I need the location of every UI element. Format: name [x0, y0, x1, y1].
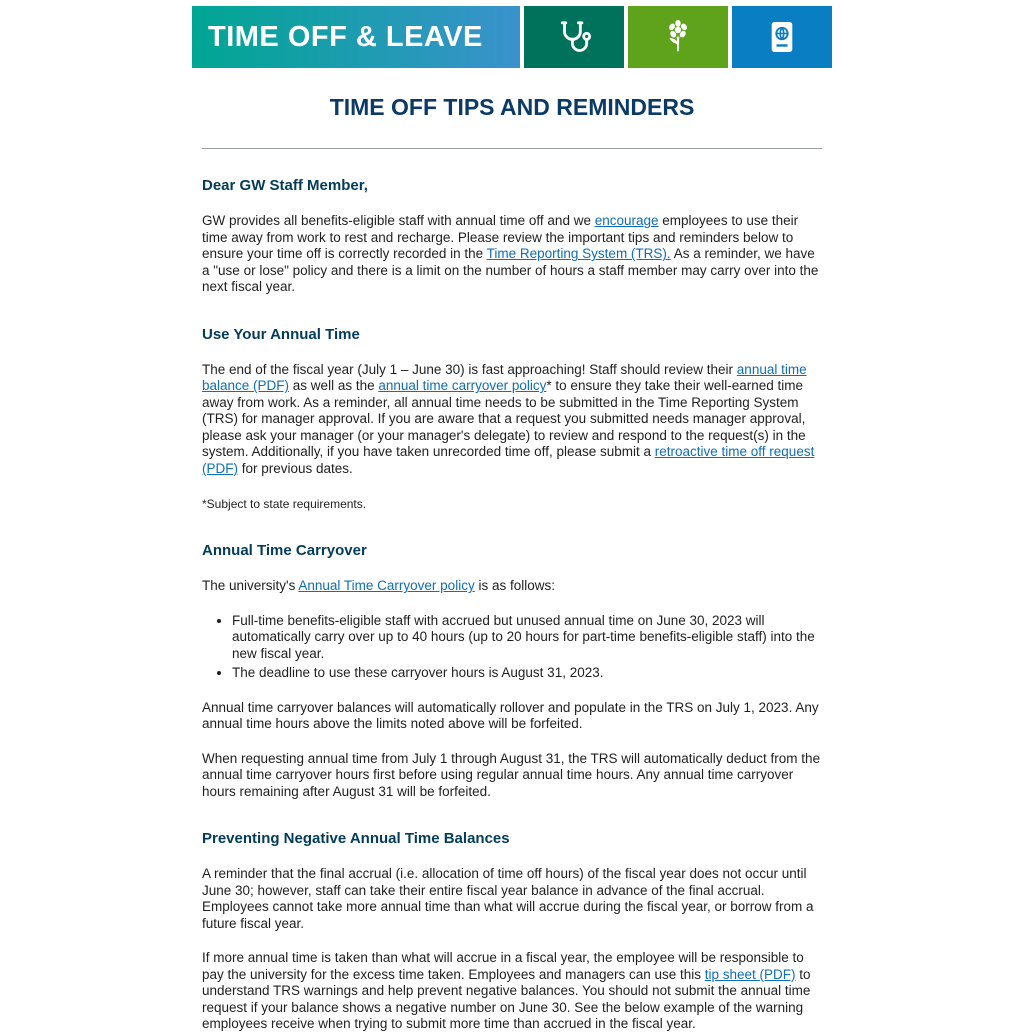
text-segment: As a reminder, we have a "use or lose" policy and there is a limit on the number of hours a staff member may carry over into the next fiscal year. [202, 246, 819, 295]
text-segment: The university's [202, 578, 299, 594]
inline-link[interactable]: annual time balance (PDF) [202, 361, 807, 394]
flower-icon [659, 18, 697, 56]
carryover-paragraph-1: Annual time carryover balances will automatically rollover and populate in the TRS on July 1, 2023. Any annual time hours above the limits noted above will be forfeited. [202, 699, 819, 732]
carryover-bullet-list [202, 613, 822, 682]
text-segment: for previous dates. [238, 460, 353, 476]
section-heading-preventing-negative-balances: Preventing Negative Annual Time Balances [202, 830, 510, 848]
list-item: • The deadline to use these carryover hours is August 31, 2023. [232, 665, 822, 682]
page-title: TIME OFF TIPS AND REMINDERS [329, 94, 695, 120]
text-segment: If more annual time is taken than what will accrue in a fiscal year, the employee will be responsible to pay the university for the excess time taken. Employees and managers can use this [202, 950, 804, 982]
text-segment: The end of the fiscal year (July 1 – June 30) is fast approaching! Staff should review their [202, 361, 737, 377]
carryover-lead [202, 578, 822, 595]
text-segment: as well as the [289, 378, 379, 394]
divider [202, 148, 822, 149]
greeting: Dear GW Staff Member, [202, 177, 368, 195]
stethoscope-icon [555, 18, 593, 56]
inline-link[interactable]: encourage [594, 213, 659, 229]
inline-link[interactable]: annual time carryover policy [378, 378, 547, 394]
intro-paragraph [202, 213, 822, 296]
text-segment: to understand TRS warnings and help prevent negative balances. You should not submit the annual time request if your balance shows a negative number on June 30. See the below example of the warning employees receive when trying to submit more time than accrued in the fiscal year. [202, 966, 811, 1032]
section-heading-use-your-annual-time: Use Your Annual Time [202, 325, 360, 343]
footnote: *Subject to state requirements. [202, 497, 367, 512]
negative-balances-paragraph-2 [202, 950, 822, 1033]
list-item: • Full-time benefits-eligible staff with accrued but unused annual time on June 30, 2023 will automatically carry over up to 40 hours (up to 20 hours for part-time benefits-eligible staff) into the new fiscal year. [232, 613, 822, 663]
inline-link[interactable]: Time Reporting System (TRS). [486, 246, 671, 262]
banner-tile-passport[interactable] [732, 6, 832, 68]
text-segment: is as follows: [474, 578, 555, 594]
text-segment: * to ensure they take their well-earned time away from work. As a reminder, all annual time needs to be submitted in the Time Reporting System (TRS) for manager approval. If you are aware that a request you submitted needs manager approval, please ask your manager (or your manager's delegate) to review and respond to the request(s) in the system. Additionally, if you have taken unrecorded time off, please submit a [202, 378, 806, 460]
passport-icon [763, 18, 801, 56]
text-segment: employees to use their time away from work to rest and recharge. Please review the important tips and reminders below to ensure your time off is correctly recorded in the [202, 213, 799, 262]
text-segment: GW provides all benefits-eligible staff with annual time off and we [202, 213, 595, 229]
banner-title-block [192, 6, 520, 68]
inline-link[interactable]: retroactive time off request (PDF) [202, 444, 815, 476]
carryover-paragraph-2: When requesting annual time from July 1 through August 31, the TRS will automatically deduct from the annual time carryover hours first before using regular annual time hours. Any annual time carryover hours remaining after August 31 will be forfeited. [202, 750, 821, 799]
negative-balances-paragraph-1: A reminder that the final accrual (i.e. allocation of time off hours) of the fiscal year does not occur until June 30; however, staff can take their entire fiscal year balance in advance of the final accrual. Employees cannot take more annual time than what will accrue during the fiscal year, or borrow from a future fiscal year. [202, 866, 814, 931]
banner-tile-health[interactable] [524, 6, 624, 68]
email-content [192, 94, 832, 1033]
section-heading-annual-time-carryover: Annual Time Carryover [202, 542, 367, 560]
banner [192, 6, 832, 68]
banner-title: TIME OFF & LEAVE [208, 20, 483, 53]
inline-link[interactable]: tip sheet (PDF) [704, 966, 796, 982]
banner-tile-flower[interactable] [628, 6, 728, 68]
email-body [192, 0, 832, 1033]
use-annual-time-paragraph [202, 362, 822, 478]
inline-link[interactable]: Annual Time Carryover policy [298, 578, 475, 594]
